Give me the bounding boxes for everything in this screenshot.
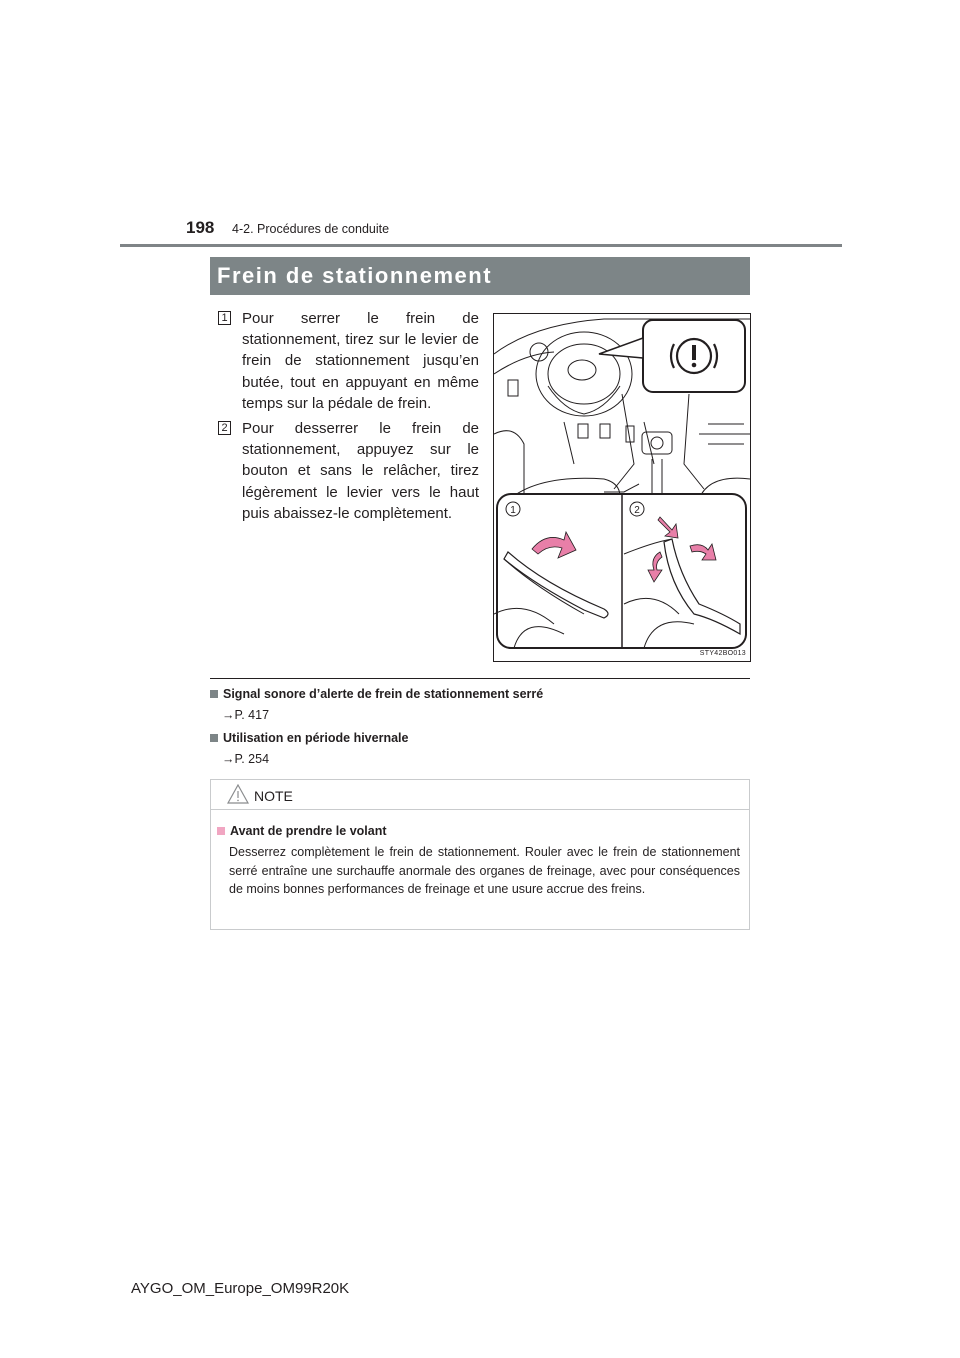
step-2-marker: 2 — [218, 421, 231, 435]
callout-2-label: 2 — [634, 505, 640, 516]
note-ref-1[interactable]: →P. 417 — [222, 708, 270, 722]
step-1-marker: 1 — [218, 311, 231, 325]
notice-box — [210, 779, 750, 930]
note-heading-2: Utilisation en période hivernale — [210, 731, 408, 745]
bullet-square-icon — [217, 827, 225, 835]
brake-pedal — [578, 424, 588, 438]
notice-header — [211, 780, 749, 810]
gear-shift — [642, 432, 672, 454]
notice-body: Desserrez complètement le frein de stationnement. Rouler avec le frein de stationnement serré entraîne une surchauffe anormale des organes de freinage, avec pour conséquences de moins bonnes performances de freinage et une usure accrue des freins. — [229, 845, 740, 896]
page-number: 198 — [186, 218, 215, 237]
footer-doc-id: AYGO_OM_Europe_OM99R20K — [131, 1280, 350, 1297]
section-breadcrumb: 4-2. Procédures de conduite — [232, 222, 390, 236]
section-title: Frein de stationnement — [210, 257, 750, 295]
illustration-code: STY42BO013 — [699, 650, 746, 657]
section-divider — [210, 678, 750, 679]
header-divider — [120, 244, 842, 247]
step-2-text: Pour desserrer le frein de stationnement, appuyez sur le bouton et sans le relâcher, tirez légèrement le levier vers le haut puis abaissez-le complètement. — [242, 420, 479, 522]
note-heading-1: Signal sonore d’alerte de frein de stationnement serré — [210, 687, 543, 701]
parking-brake-illustration — [493, 313, 751, 662]
warning-triangle-icon — [227, 784, 249, 804]
step-1-text: Pour serrer le frein de stationnement, tirez sur le levier de frein de stationnement jusqu’en butée, tout en appuyant en même temps sur la pédale de frein. — [242, 310, 479, 412]
notice-label: NOTE — [254, 788, 293, 804]
cockpit-drawing — [494, 314, 750, 661]
notice-heading: Avant de prendre le volant — [217, 824, 387, 838]
callout-1-label: 1 — [510, 505, 516, 516]
steering-wheel — [536, 332, 632, 416]
bullet-square-icon — [210, 734, 218, 742]
bullet-square-icon — [210, 690, 218, 698]
note-ref-2[interactable]: →P. 254 — [222, 752, 270, 766]
